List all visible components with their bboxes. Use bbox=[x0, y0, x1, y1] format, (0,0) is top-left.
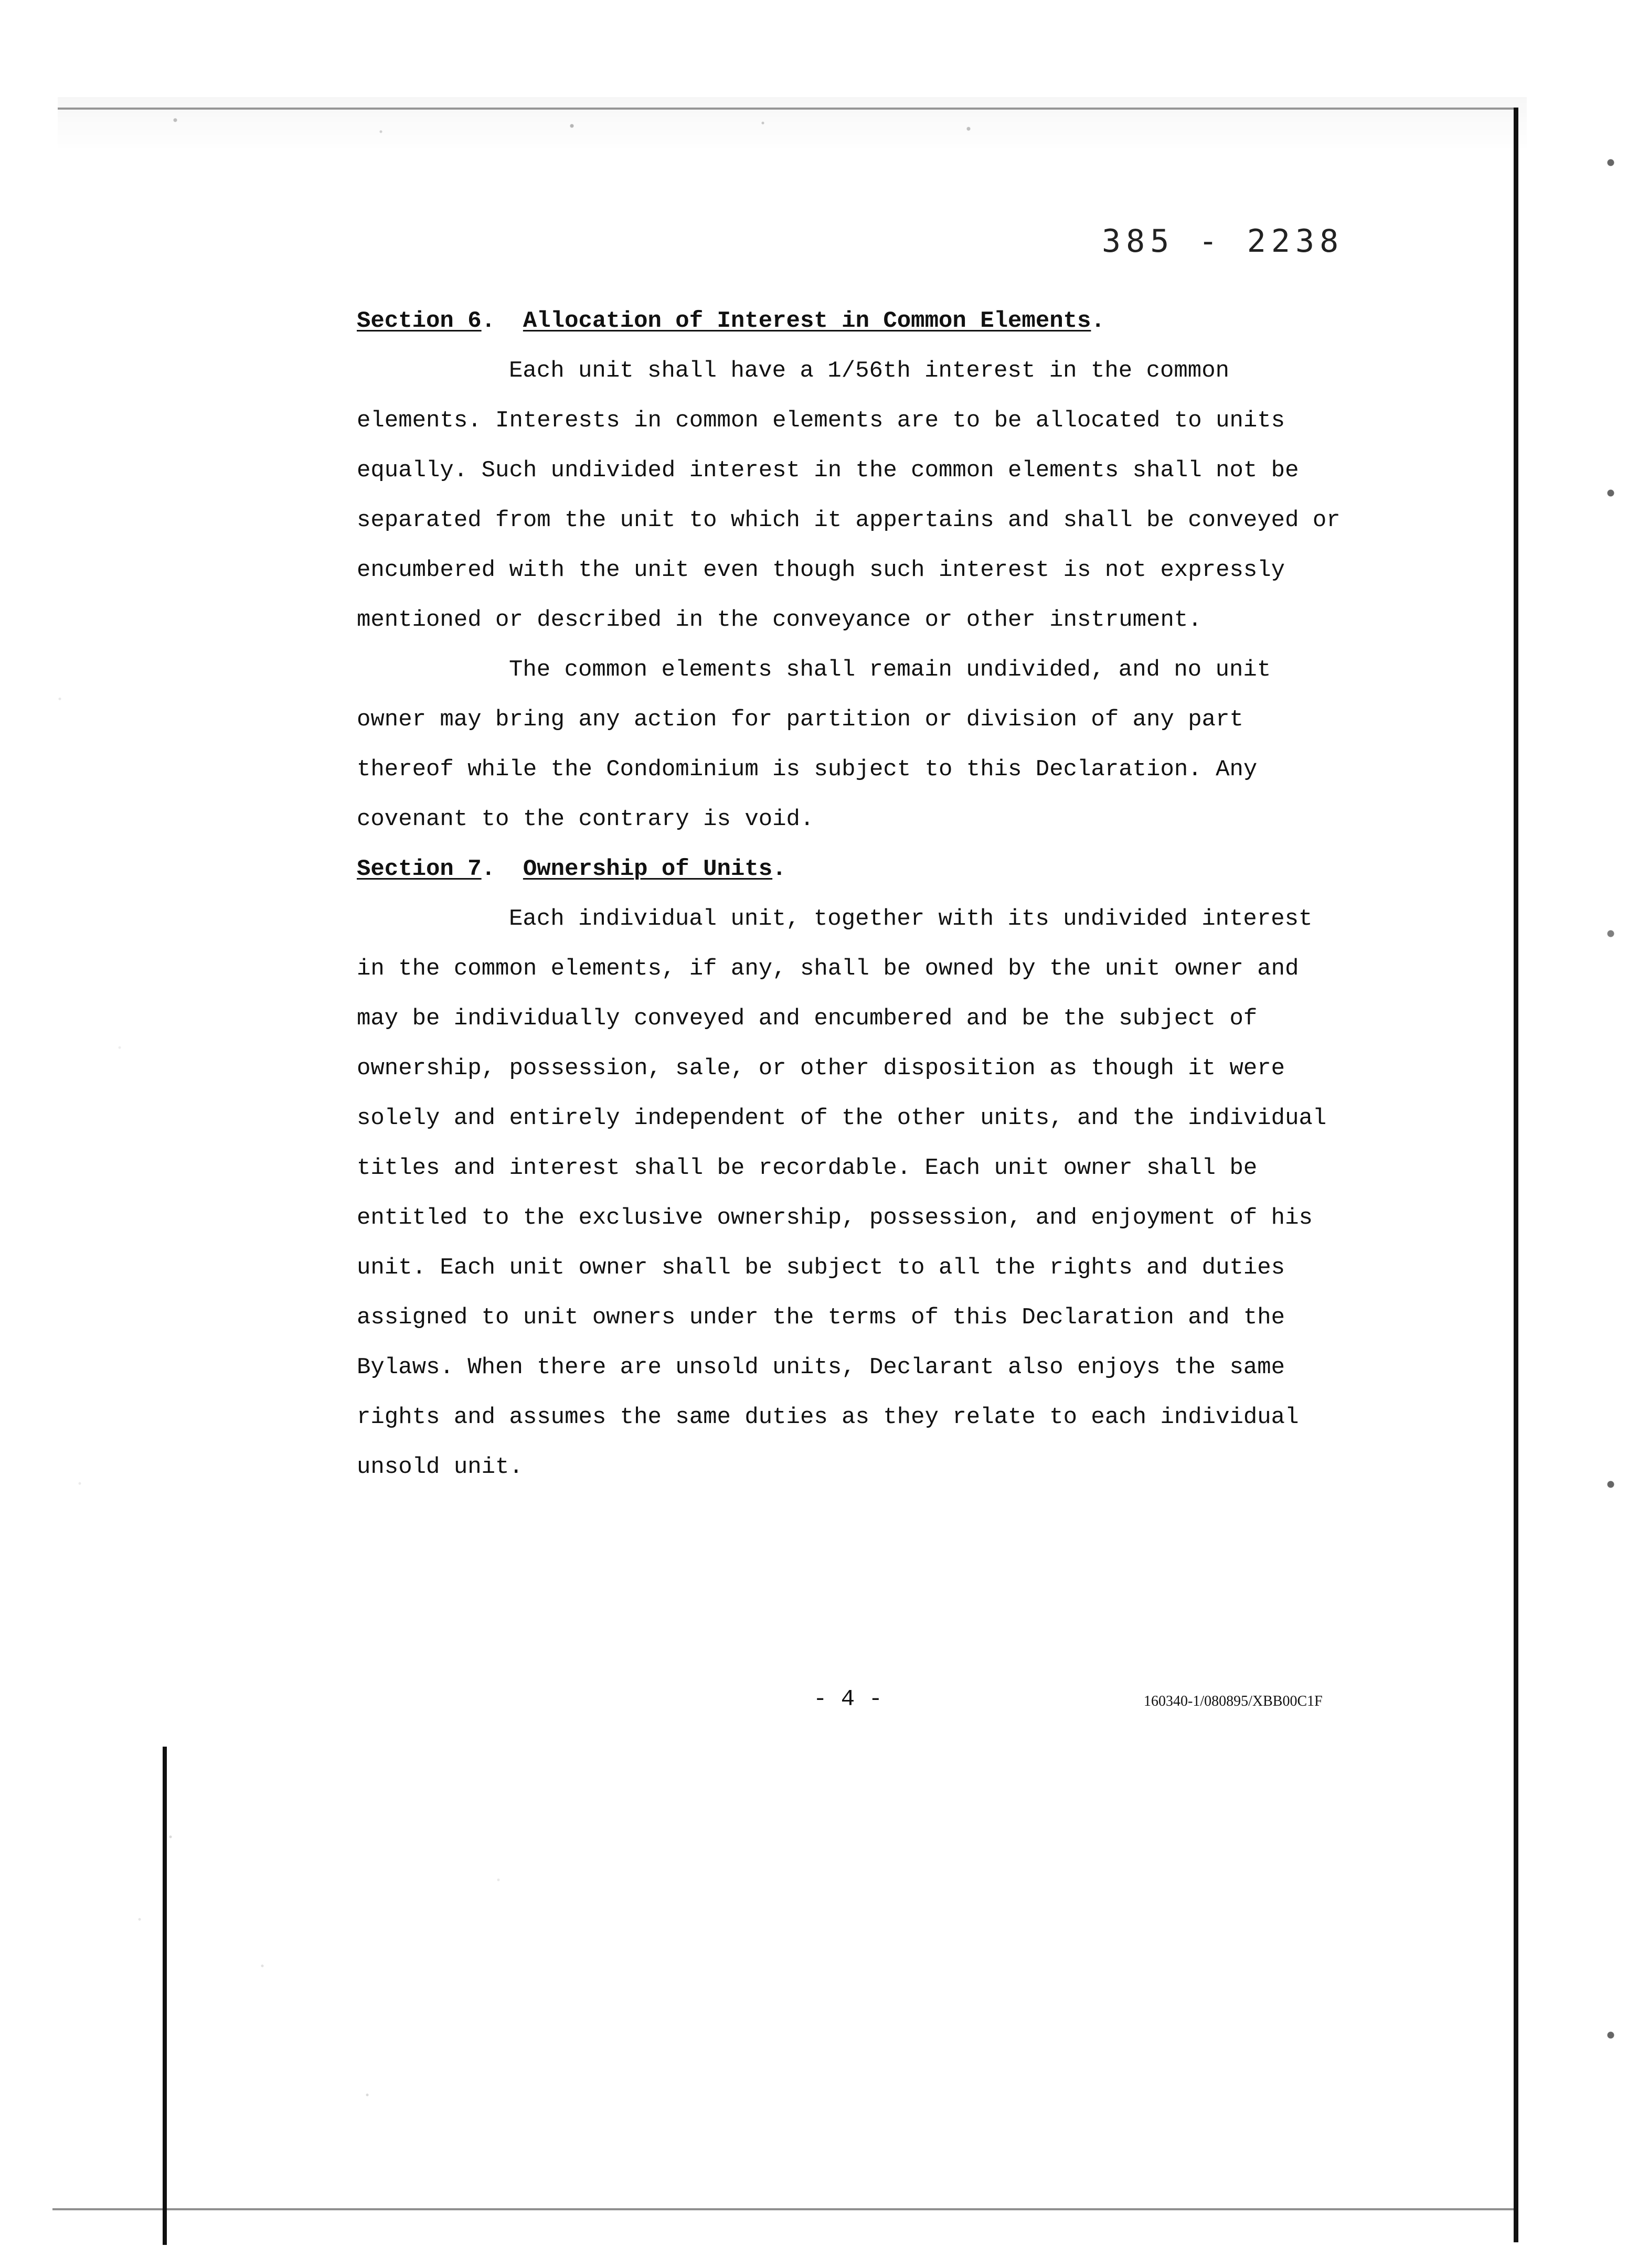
section-6-title: Allocation of Interest in Common Elements bbox=[523, 308, 1091, 334]
scan-edge-marks bbox=[1595, 52, 1626, 2255]
section-7-label: Section 7 bbox=[357, 856, 482, 882]
scan-edge-bottom bbox=[52, 2208, 1516, 2210]
scan-edge-left bbox=[163, 1747, 167, 2245]
section-7-paragraph-1: Each individual unit, together with its undivided interest in the common elements, if any, shall be owned by the unit owner and may be individually conveyed and encumbered and be the subject of ownership, possession, sale, or other disposition as though it were solely and entirely independent of the other units, and the individual titles and interest shall be recordable. Each unit owner shall be entitled to the exclusive ownership, possession, and enjoyment of his unit. Each unit owner shall be subject to all the rights and duties assigned to unit owners under the terms of this Declaration and the Bylaws. When there are unsold units, Declarant also enjoys the same rights and assumes the same duties as they relate to each individual unsold unit. bbox=[357, 906, 1327, 1480]
section-6-label: Section 6 bbox=[357, 308, 482, 334]
section-6-paragraph-1: Each unit shall have a 1/56th interest in the common elements. Interests in common elements are to be allocated to units equally. Such undivided interest in the common elements shall not be separated from the unit to which it appertains and shall be conveyed or encumbered with the unit even though such interest is not expressly mentioned or described in the conveyance or other instrument. bbox=[357, 358, 1341, 633]
section-6-heading: Section 6. Allocation of Interest in Common Elements. bbox=[357, 308, 1105, 334]
document-body bbox=[357, 296, 1354, 1492]
scan-edge-right bbox=[1514, 108, 1518, 2242]
scan-noise-bottom bbox=[105, 1794, 1417, 2224]
scan-edge-top bbox=[58, 108, 1516, 110]
book-page-number: 385 - 2238 bbox=[1102, 223, 1344, 260]
section-7-title: Ownership of Units bbox=[523, 856, 773, 882]
section-7-heading: Section 7. Ownership of Units. bbox=[357, 856, 786, 882]
section-6-paragraph-2: The common elements shall remain undivided, and no unit owner may bring any action for partition or division of any part thereof while the Condominium is subject to this Declaration. Any covenant to the contrary is void. bbox=[357, 657, 1271, 832]
footer-document-code: 160340-1/080895/XBB00C1F bbox=[1144, 1693, 1323, 1709]
scan-noise-top bbox=[58, 97, 1527, 155]
footer-page-number: - 4 - bbox=[813, 1686, 883, 1713]
